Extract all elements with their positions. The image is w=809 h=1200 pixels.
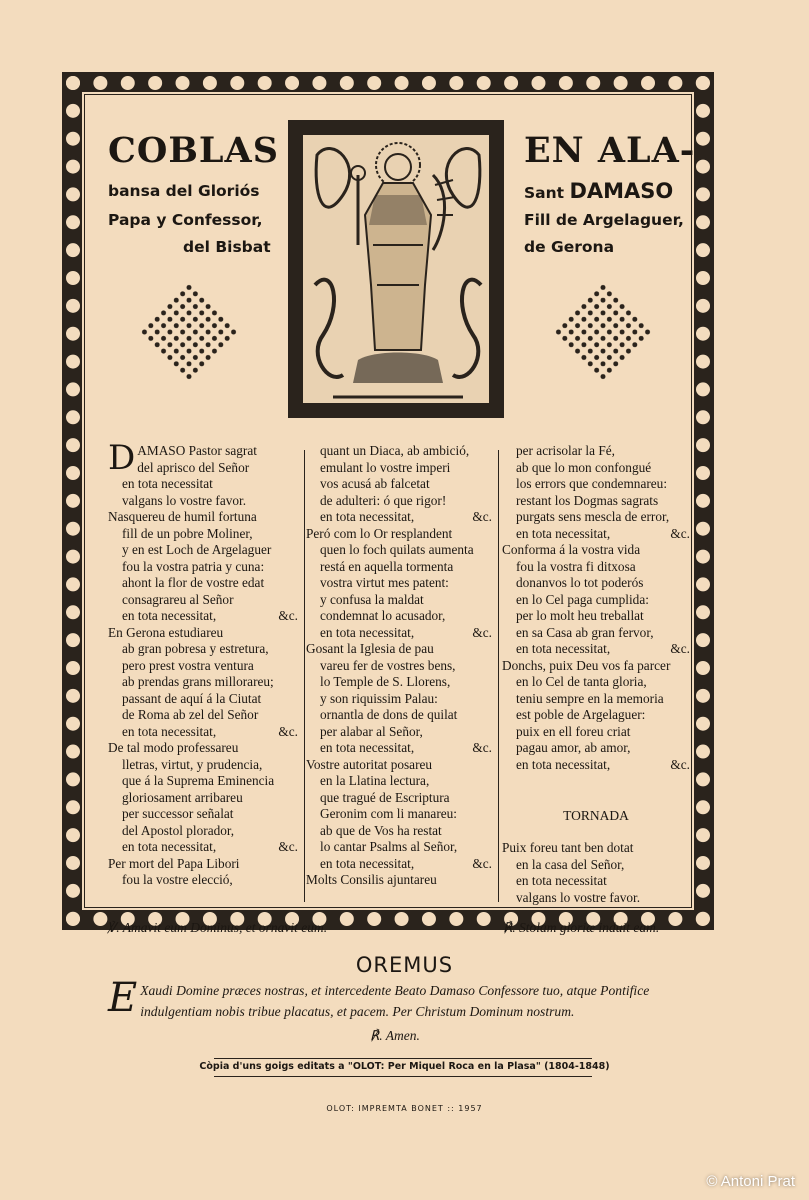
verse-line (108, 476, 298, 493)
dropcap-letter: D (108, 438, 136, 478)
verse-line (108, 740, 298, 757)
verse-line-text: ab gran pobresa y estretura, (122, 641, 269, 656)
verse-line-text: AMASO Pastor sagrat (137, 443, 257, 458)
tornada-lines (502, 840, 690, 906)
prayer-text (108, 975, 693, 1022)
verse-line (502, 509, 690, 526)
refrain-marker: &c. (670, 756, 690, 772)
tornada-stanza (502, 840, 690, 906)
verse-line (108, 674, 298, 691)
verse-line-text: que tragué de Escriptura (320, 789, 450, 805)
verse-line (108, 790, 298, 807)
verse-line (306, 509, 492, 526)
verse-line (108, 856, 298, 873)
verse-line (108, 625, 298, 642)
response: ℟. Stolam gloriæ induit eam. (503, 920, 660, 935)
verse-line-text: fou la vostra fi ditxosa (516, 558, 636, 574)
rule-top (214, 1058, 592, 1059)
verse-line (306, 658, 492, 675)
verse-lines (502, 443, 690, 773)
subtitle-left-2: Papa y Confessor, (108, 211, 263, 229)
verse-line-text: puix en ell foreu criat (516, 723, 631, 739)
verse-line (108, 559, 298, 576)
saint-figure-image (303, 135, 493, 407)
verse-line (108, 757, 298, 774)
versicle: ℣. Amavit eum Dominus, et ornavit eum. (107, 920, 328, 935)
refrain-marker: &c. (278, 608, 298, 623)
verse-line-text: Gosant la Iglesia de pau (306, 641, 434, 656)
verse-line (502, 575, 690, 592)
subtitle-right-sant: Sant (524, 184, 570, 202)
rule-bottom (214, 1076, 592, 1077)
verse-line-text: fou la vostra patria y cuna: (122, 558, 265, 574)
verse-line (306, 856, 492, 873)
verse-line (108, 592, 298, 609)
verse-line-text: ab que de Vos ha restat (320, 822, 442, 838)
verse-lines (306, 443, 492, 889)
verse-line (306, 757, 492, 774)
verse-line-text: en la casa del Señor, (516, 856, 625, 872)
refrain-marker: &c. (670, 641, 690, 656)
verse-line-text: en tota necessitat, (516, 756, 611, 772)
verse-line (306, 872, 492, 889)
verse-line-text: ahont la flor de vostre edat (122, 575, 265, 590)
verse-line-text: y confusa la maldat (320, 591, 424, 607)
verse-line-text: De tal modo professareu (108, 740, 239, 755)
verse-line (502, 674, 690, 691)
verse-line-text: donanvos lo tot poderós (516, 575, 644, 590)
verse-line (306, 790, 492, 807)
verse-line (502, 608, 690, 625)
verse-line-text: en tota necessitat, (320, 855, 415, 871)
verse-line-text: en tota necessitat, (122, 723, 217, 739)
refrain-marker: &c. (472, 740, 492, 755)
verse-line-text: en la Llatina lectura, (320, 773, 430, 788)
verse-line-text: per acrisolar la Fé, (516, 443, 615, 458)
verse-line-text: lo Temple de S. Llorens, (320, 674, 451, 689)
verse-line (108, 839, 298, 856)
verse-line-text: en tota necessitat (516, 873, 607, 888)
verse-line-text: condemnat lo acusador, (320, 608, 446, 623)
tornada-title: TORNADA (563, 808, 629, 823)
verse-line-text: Nasquereu de humil fortuna (108, 509, 257, 524)
verse-line-text: Conforma á la vostra vida (502, 542, 641, 557)
verse-line-text: fou la vostre elecció, (122, 872, 233, 887)
verse-line (502, 840, 690, 857)
verse-line-text: en tota necessitat, (320, 624, 415, 640)
refrain-marker: &c. (472, 855, 492, 871)
copyright-watermark: © Antoni Prat (706, 1173, 795, 1190)
refrain-marker: &c. (278, 839, 298, 854)
verse-line (306, 476, 492, 493)
verse-line-text: teniu sempre en la memoria (516, 690, 664, 706)
verse-line-text: Geronim com li manareu: (320, 806, 457, 821)
verse-line (306, 625, 492, 642)
verse-line (306, 707, 492, 724)
verse-line-text: del Apostol plorador, (122, 822, 235, 838)
verse-line (108, 460, 298, 477)
verse-line-text: per lo molt heu treballat (516, 608, 644, 623)
verse-line (502, 460, 690, 477)
verse-line (108, 707, 298, 724)
verse-line (502, 625, 690, 642)
verse-line (108, 493, 298, 510)
prayer-dropcap: E (108, 975, 138, 1021)
verse-line (502, 691, 690, 708)
verse-line (108, 691, 298, 708)
verse-line (108, 641, 298, 658)
verse-line (306, 575, 492, 592)
verse-line-text: en lo Cel paga cumplida: (516, 591, 649, 607)
verse-line-text: Peró com lo Or resplandent (306, 525, 453, 541)
verse-line-text: valgans lo vostre favor. (516, 889, 641, 905)
verse-line (502, 526, 690, 543)
verse-line-text: restá en aquella tormenta (320, 558, 454, 574)
verse-line-text: en tota necessitat, (122, 839, 217, 854)
column-divider-2 (498, 450, 499, 902)
verse-lines (108, 460, 298, 889)
verse-line-text: de adulteri: ó que rigor! (320, 492, 447, 508)
refrain-marker: &c. (472, 509, 492, 524)
verse-line-text: del aprisco del Señor (137, 459, 250, 475)
verse-line (306, 823, 492, 840)
subtitle-left-3: del Bisbat (183, 238, 271, 256)
verse-line (502, 740, 690, 757)
refrain-marker: &c. (472, 624, 492, 640)
verse-line-text: Vostre autoritat posareu (306, 756, 433, 772)
verse-line (306, 608, 492, 625)
verse-line-text: gloriosament arribareu (122, 789, 243, 805)
verse-line-text: ab que lo mon confongué (516, 459, 652, 475)
title-right: EN ALA- (524, 130, 696, 171)
verse-line (108, 526, 298, 543)
verse-column-2 (306, 443, 492, 889)
refrain-marker: &c. (278, 723, 298, 739)
verse-line (502, 873, 690, 890)
verse-line (306, 773, 492, 790)
verse-line-text: passant de aquí á la Ciutat (122, 690, 262, 706)
column-divider-1 (304, 450, 305, 902)
verse-line (108, 608, 298, 625)
verse-line (306, 806, 492, 823)
verse-line (306, 526, 492, 543)
verse-line (306, 839, 492, 856)
subtitle-left-1: bansa del Gloriós (108, 182, 260, 200)
verse-line (502, 559, 690, 576)
verse-line (108, 872, 298, 889)
verse-line (502, 476, 690, 493)
verse-line (502, 542, 690, 559)
verse-line-text: quen lo foch quilats aumenta (320, 542, 474, 557)
saint-engraving (288, 120, 504, 418)
verse-line-text: en tota necessitat, (320, 509, 415, 524)
verse-line-text: vos acusá ab falcetat (320, 476, 430, 491)
verse-line (108, 542, 298, 559)
verse-line (306, 724, 492, 741)
title-left: COBLAS (108, 130, 279, 171)
verse-line-text: lletras, virtut, y prudencia, (122, 756, 263, 772)
verse-line (108, 823, 298, 840)
verse-line (306, 740, 492, 757)
verse-line-text: en tota necessitat, (122, 608, 217, 623)
verse-line-text: restant los Dogmas sagrats (516, 492, 659, 508)
verse-line-text: y son riquissim Palau: (320, 690, 438, 706)
verse-line-text: est poble de Argelaguer: (516, 707, 646, 722)
verse-line-text: Puix foreu tant ben dotat (502, 840, 634, 855)
verse-line (502, 857, 690, 874)
refrain-marker: &c. (670, 525, 690, 541)
verse-line (306, 542, 492, 559)
verse-line (108, 773, 298, 790)
verse-line-text: ab prendas grans millorareu; (122, 674, 274, 689)
verse-line-text: en sa Casa ab gran fervor, (516, 624, 654, 640)
verse-line-text: fill de un pobre Moliner, (122, 525, 253, 541)
verse-line-text: per alabar al Señor, (320, 723, 423, 739)
verse-line (108, 509, 298, 526)
subtitle-right-3: de Gerona (524, 238, 615, 256)
verse-line (306, 559, 492, 576)
verse-line (108, 806, 298, 823)
verse-line-text: Donchs, puix Deu vos fa parcer (502, 657, 671, 673)
verse-line-text: emulant lo vostre imperi (320, 459, 451, 475)
verse-line (502, 592, 690, 609)
amen-line: ℟. Amen. (370, 1028, 420, 1043)
verse-line (306, 493, 492, 510)
verse-line (306, 592, 492, 609)
verse-line-text: y en est Loch de Argelaguer (122, 542, 272, 557)
verse-line (306, 443, 492, 460)
verse-line-text: valgans lo vostre favor. (122, 492, 247, 508)
verse-line-text: En Gerona estudiareu (108, 624, 224, 640)
verse-line (306, 691, 492, 708)
verse-line (502, 493, 690, 510)
verse-line-text: pagau amor, ab amor, (516, 740, 631, 755)
verse-line-text: en tota necessitat (122, 476, 213, 491)
oremus-heading: OREMUS (355, 953, 454, 977)
verse-line-text: de Roma ab zel del Señor (122, 707, 259, 722)
prayer-body: Xaudi Domine præces nostras, et intercedente Beato Damaso Confessore tuo, atque Pontifice indulgentiam nobis tribue placatus, et pacem. Per Christum Dominum nostrum. (140, 983, 650, 1019)
verse-line-text: en tota necessitat, (516, 525, 611, 541)
verse-line (502, 724, 690, 741)
verse-line-text: en tota necessitat, (516, 641, 611, 656)
verse-line-text: purgats sens mescla de error, (516, 509, 670, 524)
verse-line-text: lo cantar Psalms al Señor, (320, 839, 458, 854)
verse-line (502, 890, 690, 907)
subtitle-right-damaso: DAMASO (569, 179, 674, 203)
verse-line (502, 443, 690, 460)
tornada-title-wrap (502, 808, 690, 825)
verse-line-text: en lo Cel de tanta gloria, (516, 674, 647, 689)
verse-column-1 (108, 438, 298, 889)
verse-line (502, 757, 690, 774)
verse-line-text: ornantla de dons de quilat (320, 707, 458, 722)
verse-line-text: Molts Consilis ajuntareu (306, 872, 437, 887)
verse-line-text: consagrareu al Señor (122, 591, 234, 607)
subtitle-right-1 (524, 179, 673, 203)
verse-line-text: los errors que condemnareu: (516, 476, 668, 491)
verse-line-text: per successor señalat (122, 806, 234, 821)
verse-line (108, 658, 298, 675)
verse-line (306, 674, 492, 691)
printer-imprint: OLOT: IMPREMTA BONET :: 1957 (326, 1104, 483, 1113)
verse-line-text: que á la Suprema Eminencia (122, 773, 275, 788)
verse-line (502, 707, 690, 724)
verse-line-text: Per mort del Papa Libori (108, 855, 240, 871)
subtitle-right-2: Fill de Argelaguer, (524, 211, 684, 229)
verse-column-3 (502, 443, 690, 773)
engraving-panel (301, 133, 491, 405)
source-note: Còpia d'uns goigs editats a "OLOT: Per Miquel Roca en la Plasa" (1804-1848) (199, 1061, 610, 1072)
verse-line-text: vareu fer de vostres bens, (320, 657, 456, 673)
verse-line-text: pero prest vostra ventura (122, 657, 254, 673)
verse-line (306, 641, 492, 658)
verse-line (306, 460, 492, 477)
verse-line-text: quant un Diaca, ab ambició, (320, 443, 470, 458)
verse-line-text: en tota necessitat, (320, 740, 415, 755)
verse-line-text: vostra virtut mes patent: (320, 575, 449, 590)
verse-line (502, 658, 690, 675)
verse-line (502, 641, 690, 658)
verse-line (108, 724, 298, 741)
verse-line (108, 575, 298, 592)
